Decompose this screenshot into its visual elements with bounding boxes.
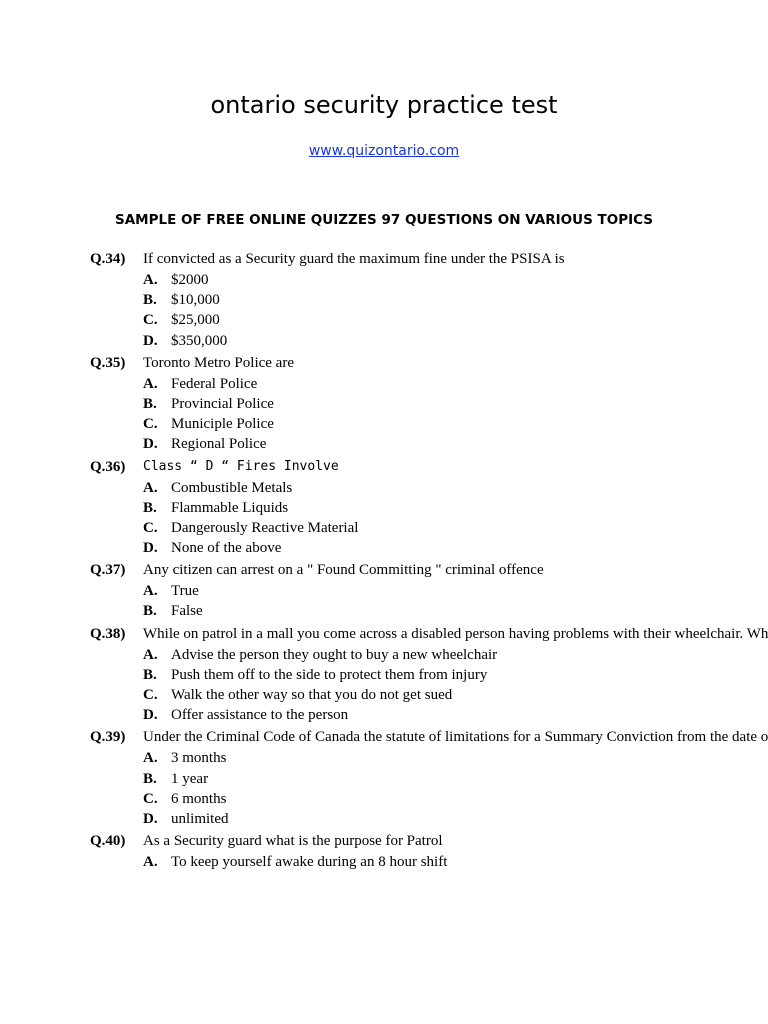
option-text: 3 months	[171, 750, 227, 767]
option-letter: D.	[143, 707, 158, 724]
option-text: 1 year	[171, 770, 209, 787]
option-letter: B.	[143, 292, 157, 309]
answer-option	[0, 852, 768, 872]
question-number: Q.36)	[90, 458, 126, 475]
option-letter: A.	[143, 583, 158, 600]
option-letter: C.	[143, 312, 158, 329]
option-text: To keep yourself awake during an 8 hour shift	[171, 854, 448, 871]
answer-option	[0, 665, 768, 685]
document-title: ontario security practice test	[210, 91, 558, 119]
option-text: True	[171, 583, 199, 600]
answer-option	[0, 498, 768, 518]
question-block	[0, 727, 768, 829]
option-letter: A.	[143, 750, 158, 767]
answer-option	[0, 394, 768, 414]
option-text: Walk the other way so that you do not get sued	[171, 687, 453, 703]
option-text: Regional Police	[171, 436, 267, 453]
question-number: Q.38)	[90, 625, 126, 642]
answer-option	[0, 414, 768, 434]
option-text: Push them off to the side to protect them from injury	[171, 666, 488, 683]
option-letter: D.	[143, 810, 158, 827]
option-letter: C.	[143, 416, 158, 433]
answer-option	[0, 310, 768, 330]
option-letter: B.	[143, 666, 157, 683]
answer-option	[0, 331, 768, 351]
option-letter: D.	[143, 540, 158, 557]
question-block	[0, 624, 768, 726]
answer-option	[0, 538, 768, 558]
question-text: While on patrol in a mall you come across a disabled person having problems with their wheelchair. Wh	[143, 625, 768, 642]
question-block	[0, 457, 768, 559]
question-number: Q.35)	[90, 354, 126, 371]
option-text: Dangerously Reactive Material	[171, 519, 359, 536]
answer-option	[0, 434, 768, 454]
question-number: Q.39)	[90, 729, 126, 746]
question-list	[0, 249, 768, 874]
option-letter: A.	[143, 854, 158, 871]
option-letter: A.	[143, 479, 158, 496]
question-number: Q.37)	[90, 562, 126, 579]
question-text: Toronto Metro Police are	[143, 354, 294, 371]
answer-option	[0, 705, 768, 725]
option-letter: C.	[143, 790, 158, 807]
question-row	[0, 831, 768, 852]
option-text: Provincial Police	[171, 395, 274, 412]
question-text: Any citizen can arrest on a " Found Committing " criminal offence	[143, 562, 544, 579]
question-text: As a Security guard what is the purpose for Patrol	[143, 833, 443, 850]
question-row	[0, 624, 768, 645]
option-text: $2000	[171, 272, 209, 288]
option-text: unlimited	[171, 810, 229, 827]
option-letter: B.	[143, 603, 157, 620]
option-letter: B.	[143, 395, 157, 412]
option-text: False	[171, 603, 203, 620]
question-text: Class “ D “ Fires Involve	[143, 458, 339, 474]
option-text: Municiple Police	[171, 416, 274, 433]
question-block	[0, 560, 768, 621]
option-text: 6 months	[171, 790, 227, 807]
question-row	[0, 560, 768, 581]
option-letter: B.	[143, 770, 157, 787]
question-row	[0, 727, 768, 748]
option-text: Combustible Metals	[171, 479, 293, 496]
answer-option	[0, 645, 768, 665]
option-text: $10,000	[171, 292, 220, 309]
question-text: If convicted as a Security guard the maximum fine under the PSISA is	[143, 251, 565, 267]
option-text: Offer assistance to the person	[171, 707, 349, 724]
document-subtitle: SAMPLE OF FREE ONLINE QUIZZES 97 QUESTIONS ON VARIOUS TOPICS	[114, 212, 653, 228]
option-text: $25,000	[171, 312, 220, 329]
option-text: Advise the person they ought to buy a new wheelchair	[171, 646, 498, 663]
answer-option	[0, 518, 768, 538]
question-block	[0, 249, 768, 351]
answer-option	[0, 748, 768, 768]
answer-option	[0, 685, 768, 705]
answer-option	[0, 581, 768, 601]
option-letter: A.	[143, 646, 158, 663]
option-letter: A.	[143, 375, 158, 392]
answer-option	[0, 270, 768, 290]
option-letter: B.	[143, 499, 157, 516]
answer-option	[0, 374, 768, 394]
option-letter: C.	[143, 687, 158, 703]
option-text: $350,000	[171, 332, 228, 349]
question-number: Q.40)	[90, 833, 126, 850]
option-text: None of the above	[171, 540, 282, 557]
option-letter: A.	[143, 272, 158, 288]
question-number: Q.34)	[90, 251, 126, 267]
question-block	[0, 831, 768, 872]
answer-option	[0, 478, 768, 498]
option-letter: D.	[143, 332, 158, 349]
option-text: Federal Police	[171, 375, 258, 392]
answer-option	[0, 809, 768, 829]
question-text: Under the Criminal Code of Canada the statute of limitations for a Summary Conviction from the date o	[143, 729, 768, 746]
option-text: Flammable Liquids	[171, 499, 289, 516]
question-row	[0, 353, 768, 374]
option-letter: D.	[143, 436, 158, 453]
question-row	[0, 457, 768, 478]
option-letter: C.	[143, 519, 158, 536]
answer-option	[0, 789, 768, 809]
question-block	[0, 353, 768, 455]
answer-option	[0, 290, 768, 310]
answer-option	[0, 601, 768, 621]
website-link[interactable]: www.quizontario.com	[308, 143, 460, 159]
question-row	[0, 249, 768, 270]
answer-option	[0, 769, 768, 789]
